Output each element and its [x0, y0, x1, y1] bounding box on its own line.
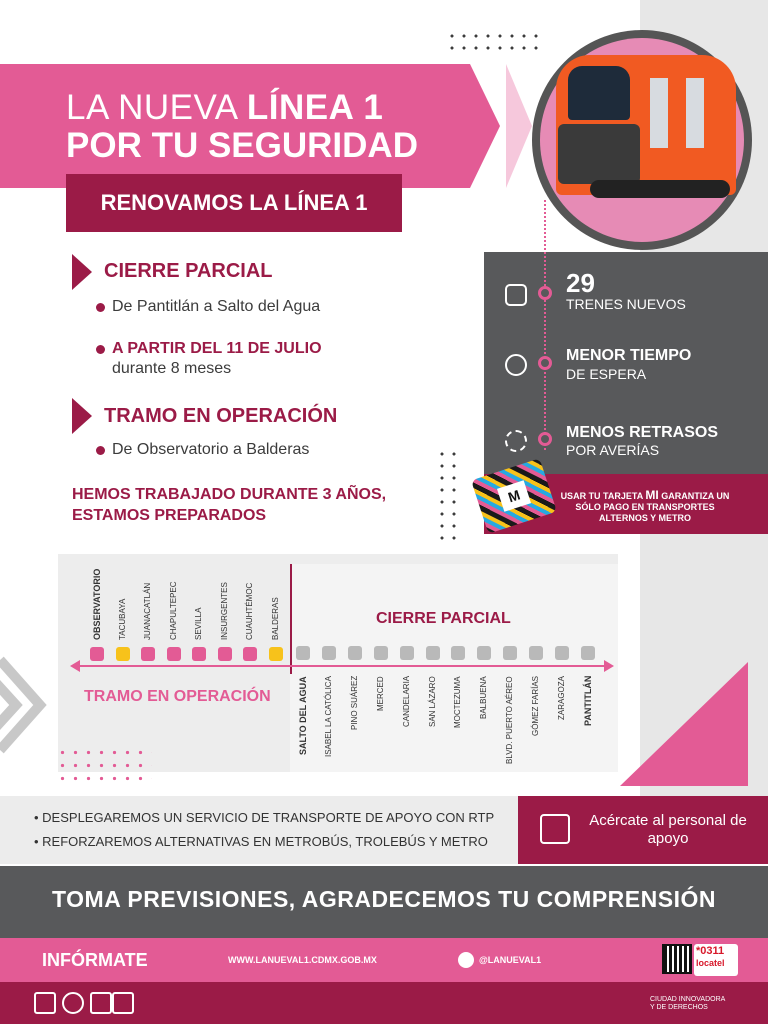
- card-note-text: USAR TU TARJETA MI GARANTIZA UN SÓLO PAGO EN TRANSPORTES ALTERNOS Y METRO: [560, 488, 730, 523]
- station-name: MERCED: [375, 676, 385, 711]
- bullet: [96, 345, 105, 354]
- map-label-operating: TRAMO EN OPERACIÓN: [84, 688, 271, 705]
- website-link[interactable]: WWW.LANUEVAL1.CDMX.GOB.MX: [228, 955, 377, 965]
- station-icon: [322, 646, 336, 660]
- timeline-dotted-line: [544, 200, 546, 450]
- timeline-dot: [538, 356, 552, 370]
- closed-section-bg: [290, 564, 618, 772]
- city-slogan: CIUDAD INNOVADORA Y DE DERECHOS: [650, 996, 726, 1011]
- station-icon: [503, 646, 517, 660]
- stat-wait-label: DE ESPERA: [566, 366, 647, 382]
- train-front: [558, 124, 640, 184]
- timeline-dot: [538, 432, 552, 446]
- stat-trains-number: 29: [566, 268, 595, 298]
- hero-title-line2: POR TU SEGURIDAD: [66, 126, 418, 165]
- mobility-logo-icon: [62, 992, 84, 1014]
- metro-logo-icon: M: [497, 480, 531, 511]
- operation-item-1: De Observatorio a Balderas: [112, 441, 310, 458]
- station-icon: [451, 646, 465, 660]
- station-name: BLVD. PUERTO AÉREO: [505, 676, 515, 764]
- station-icon: [374, 646, 388, 660]
- prepared-statement: HEMOS TRABAJADO DURANTE 3 AÑOS, ESTAMOS PREPARADOS: [72, 486, 387, 524]
- stat-delays-label: POR AVERÍAS: [566, 442, 660, 458]
- info-line-2: • REFORZAREMOS ALTERNATIVAS EN METROBÚS, TROLEBÚS Y METRO: [34, 834, 488, 849]
- station-icon: [426, 646, 440, 660]
- station-name: BALBUENA: [479, 676, 489, 719]
- train-wheels: [590, 180, 730, 198]
- train-windshield: [568, 66, 630, 120]
- stat-delays-title: MENOS RETRASOS: [566, 424, 719, 441]
- station-name: PANTITLÁN: [582, 675, 593, 726]
- gears-icon: [505, 430, 527, 452]
- dot-pattern-top: [446, 30, 542, 54]
- hero-chevron: [506, 64, 532, 188]
- section-arrow: [72, 254, 92, 290]
- station-icon: [141, 647, 155, 661]
- closure-heading: CIERRE PARCIAL: [104, 260, 273, 282]
- closure-date: A PARTIR DEL 11 DE JULIO: [112, 340, 322, 357]
- station-name: CHAPULTEPEC: [168, 581, 178, 640]
- approach-text: Acércate al personal de apoyo: [589, 812, 747, 847]
- section-arrow: [72, 398, 92, 434]
- hero-arrow: [470, 64, 500, 188]
- station-name: PINO SUÁREZ: [349, 675, 359, 730]
- line-track: [74, 665, 604, 667]
- train-door: [650, 78, 668, 148]
- station-icon: [243, 647, 257, 661]
- bullet: [96, 303, 105, 312]
- map-label-closed: CIERRE PARCIAL: [376, 610, 511, 627]
- closure-item-1: De Pantitlán a Salto del Agua: [112, 298, 321, 315]
- station-name: SALTO DEL AGUA: [298, 676, 308, 755]
- qr-code[interactable]: [662, 944, 692, 974]
- station-name: MOCTEZUMA: [453, 676, 463, 728]
- locatel-name: locatel: [696, 958, 725, 968]
- operation-heading: TRAMO EN OPERACIÓN: [104, 405, 338, 427]
- informate-label: INFÓRMATE: [42, 950, 148, 970]
- chevron-decoration: [0, 650, 50, 760]
- stat-wait-title: MENOR TIEMPO: [566, 347, 692, 364]
- station-icon: [581, 646, 595, 660]
- hero-title-line1: LA NUEVA LÍNEA 1: [66, 88, 384, 127]
- closure-duration: durante 8 meses: [112, 360, 232, 377]
- station-icon: [192, 647, 206, 661]
- station-icon: [400, 646, 414, 660]
- dot-pattern-pink: [56, 746, 152, 782]
- stc-logo-icon: [90, 992, 112, 1014]
- renew-subtitle: RENOVAMOS LA LÍNEA 1: [66, 174, 402, 232]
- station-icon: [269, 647, 283, 661]
- station-name: ZARAGOZA: [557, 675, 566, 720]
- arrow-right-icon: [604, 660, 614, 672]
- station-name: GÓMEZ FARÍAS: [531, 675, 541, 736]
- station-icon: [555, 646, 569, 660]
- station-name: CUAUHTÉMOC: [245, 582, 254, 640]
- stat-trains-label: TRENES NUEVOS: [566, 296, 686, 312]
- pink-triangle-decoration: [620, 662, 748, 786]
- station-name: INSURGENTES: [219, 582, 229, 640]
- station-name: SEVILLA: [194, 607, 203, 640]
- twitter-icon[interactable]: [458, 952, 474, 968]
- metro-logo-icon: [112, 992, 134, 1014]
- locatel-number: *0311: [696, 945, 725, 957]
- station-icon: [529, 646, 543, 660]
- arrow-left-icon: [70, 660, 80, 672]
- support-staff-icon: [540, 814, 570, 844]
- station-icon: [296, 646, 310, 660]
- station-name: SAN LÁZARO: [427, 676, 437, 727]
- bullet: [96, 446, 105, 455]
- info-line-1: • DESPLEGAREMOS UN SERVICIO DE TRANSPORTE DE APOYO CON RTP: [34, 810, 495, 825]
- station-name: BALDERAS: [270, 597, 280, 640]
- station-name: JUANACATLÁN: [143, 582, 152, 640]
- station-icon: [477, 646, 491, 660]
- cdmx-shield-icon: [34, 992, 56, 1014]
- station-name: ISABEL LA CATÓLICA: [323, 676, 333, 757]
- dot-pattern-mid: [436, 448, 460, 544]
- station-name: CANDELARIA: [401, 675, 411, 727]
- station-icon: [218, 647, 232, 661]
- section-divider: [290, 564, 292, 674]
- cta-text: TOMA PREVISIONES, AGRADECEMOS TU COMPRENSIÓN: [52, 886, 716, 912]
- timeline-dot: [538, 286, 552, 300]
- train-icon: [505, 284, 527, 306]
- station-icon: [116, 647, 130, 661]
- twitter-handle[interactable]: @LANUEVAL1: [479, 955, 542, 965]
- station-icon: [167, 647, 181, 661]
- clock-icon: [505, 354, 527, 376]
- station-icon: [90, 647, 104, 661]
- station-name: OBSERVATORIO: [92, 568, 102, 640]
- station-name: TACUBAYA: [117, 598, 127, 640]
- train-door: [686, 78, 704, 148]
- station-icon: [348, 646, 362, 660]
